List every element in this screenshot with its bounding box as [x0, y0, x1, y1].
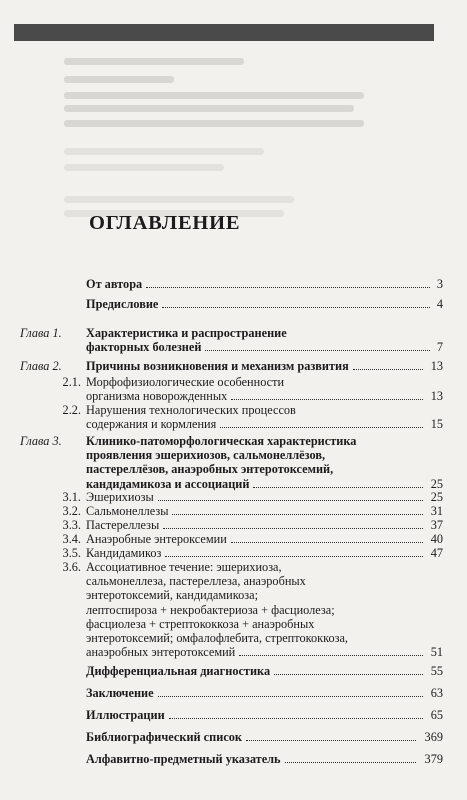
- toc-entry-line: Библиографический список: [86, 730, 243, 744]
- dot-leader: [169, 718, 423, 719]
- toc-entry-page: 25: [430, 490, 443, 504]
- toc-entry-title: [86, 518, 386, 532]
- dot-leader: [253, 487, 423, 488]
- toc-entry-page: 15: [430, 417, 443, 432]
- toc-entry-line: Нарушения технологических процессов: [86, 403, 296, 417]
- toc-entry-number: 2.2.: [62, 403, 81, 417]
- dot-leader: [231, 399, 423, 400]
- toc-entry-page: 13: [430, 389, 443, 404]
- toc-entry-line: факторных болезней: [86, 340, 202, 355]
- toc-entry-number: Глава 2.: [20, 359, 62, 373]
- dot-leader: [158, 500, 423, 501]
- toc-entry-title: [86, 546, 386, 560]
- toc-entry-page: 3: [436, 277, 443, 291]
- dot-leader: [220, 427, 423, 428]
- toc-entry-number: Глава 3.: [20, 434, 62, 448]
- toc-entry-title: [86, 730, 386, 744]
- dot-leader: [163, 528, 423, 529]
- toc-entry-line: Алфавитно-предметный указатель: [86, 752, 281, 766]
- toc-entry-line: Ассоциативное течение: эшерихиоза,: [86, 560, 282, 574]
- page-title: ОГЛАВЛЕНИЕ: [89, 212, 241, 234]
- dot-leader: [231, 542, 423, 543]
- toc-entry-line: организма новорожденных: [86, 389, 228, 404]
- toc-entry-page: 379: [424, 752, 443, 766]
- toc-entry-title: [86, 708, 386, 722]
- toc-entry-page: 65: [430, 708, 443, 722]
- toc-entry-line: проявления эшерихиозов, сальмонеллёзов,: [86, 448, 326, 463]
- toc-entry-page: 40: [430, 532, 443, 546]
- toc-entry-line: Причины возникновения и механизм развития: [86, 359, 349, 373]
- toc-entry-line: Предисловие: [86, 297, 159, 311]
- toc-entry-line: сальмонеллеза, пастереллеза, анаэробных: [86, 574, 306, 589]
- toc-entry-line: фасциолеза + стрептококкоза + анаэробных: [86, 616, 315, 631]
- toc-entry-page: 13: [430, 359, 443, 373]
- dot-leader: [353, 369, 423, 370]
- toc-entry-page: 7: [436, 340, 443, 355]
- toc-entry-page: 37: [430, 518, 443, 532]
- dot-leader: [146, 287, 430, 288]
- toc-entry-page: 55: [430, 664, 443, 678]
- toc-entry-title: [86, 664, 386, 678]
- toc-entry-title: [86, 560, 386, 659]
- dot-leader: [274, 674, 423, 675]
- dot-leader: [246, 740, 416, 741]
- dot-leader: [285, 762, 416, 763]
- toc-entry-line: От автора: [86, 277, 143, 291]
- dot-leader: [158, 696, 423, 697]
- dot-leader: [172, 514, 423, 515]
- toc-entry-line: Анаэробные энтероксемии: [86, 532, 227, 546]
- toc-entry-title: [86, 504, 386, 518]
- toc-entry-title: [86, 752, 386, 766]
- toc-entry-title: [86, 277, 386, 291]
- toc-entry-title: [86, 359, 386, 373]
- toc-entry-line: кандидамикоза и ассоциаций: [86, 476, 250, 491]
- toc-entry-number: 3.5.: [62, 546, 81, 560]
- toc-entry-line: Дифференциальная диагностика: [86, 664, 271, 678]
- toc-entry-line: анаэробных энтеротоксемий: [86, 645, 236, 660]
- toc-entry-page: 369: [424, 730, 443, 744]
- dot-leader: [165, 556, 423, 557]
- dot-leader: [239, 655, 423, 656]
- toc-entry-title: [86, 532, 386, 546]
- toc-entry-number: 3.4.: [62, 532, 81, 546]
- toc-entry-page: 31: [430, 504, 443, 518]
- toc-entry-number: 2.1.: [62, 375, 81, 389]
- toc-entry-line: энтеротоксемий, кандидамикоза;: [86, 588, 258, 603]
- toc-entry-line: Сальмонеллезы: [86, 504, 169, 518]
- toc-entry-line: пастереллёзов, анаэробных энтеротоксемий,: [86, 462, 334, 477]
- toc-entry-page: 51: [430, 645, 443, 660]
- toc-entry-title: [86, 490, 386, 504]
- toc-entry-line: Эшерихиозы: [86, 490, 154, 504]
- toc-entry-line: содержания и кормления: [86, 417, 217, 432]
- toc-entry-line: лептоспироза + некробактериоза + фасциолеза;: [86, 602, 335, 617]
- dot-leader: [162, 307, 430, 308]
- toc-entry-page: 47: [430, 546, 443, 560]
- toc-entry-number: 3.6.: [62, 560, 81, 574]
- toc-entry-title: [86, 297, 386, 311]
- toc-entry-line: энтеротоксемий; омфалофлебита, стрептококкоза,: [86, 631, 348, 646]
- toc-entry-line: Кандидамикоз: [86, 546, 162, 560]
- toc-entry-number: 3.1.: [62, 490, 81, 504]
- toc-entry-number: 3.2.: [62, 504, 81, 518]
- toc-entry-title: [86, 686, 386, 700]
- toc-entry-number: Глава 1.: [20, 326, 62, 340]
- toc-entry-line: Иллюстрации: [86, 708, 165, 722]
- toc-entry-line: Морфофизиологические особенности: [86, 375, 285, 389]
- toc-entry-line: Клинико-патоморфологическая характеристика: [86, 434, 357, 448]
- dot-leader: [205, 350, 430, 351]
- toc-entry-page: 63: [430, 686, 443, 700]
- toc-entry-line: Заключение: [86, 686, 154, 700]
- toc-entry-line: Пастереллезы: [86, 518, 160, 532]
- toc-entry-line: Характеристика и распространение: [86, 326, 287, 340]
- toc-entry-title: [86, 434, 386, 491]
- toc-entry-page: 4: [436, 297, 443, 311]
- toc-entry-number: 3.3.: [62, 518, 81, 532]
- toc-entry-page: 25: [430, 476, 443, 491]
